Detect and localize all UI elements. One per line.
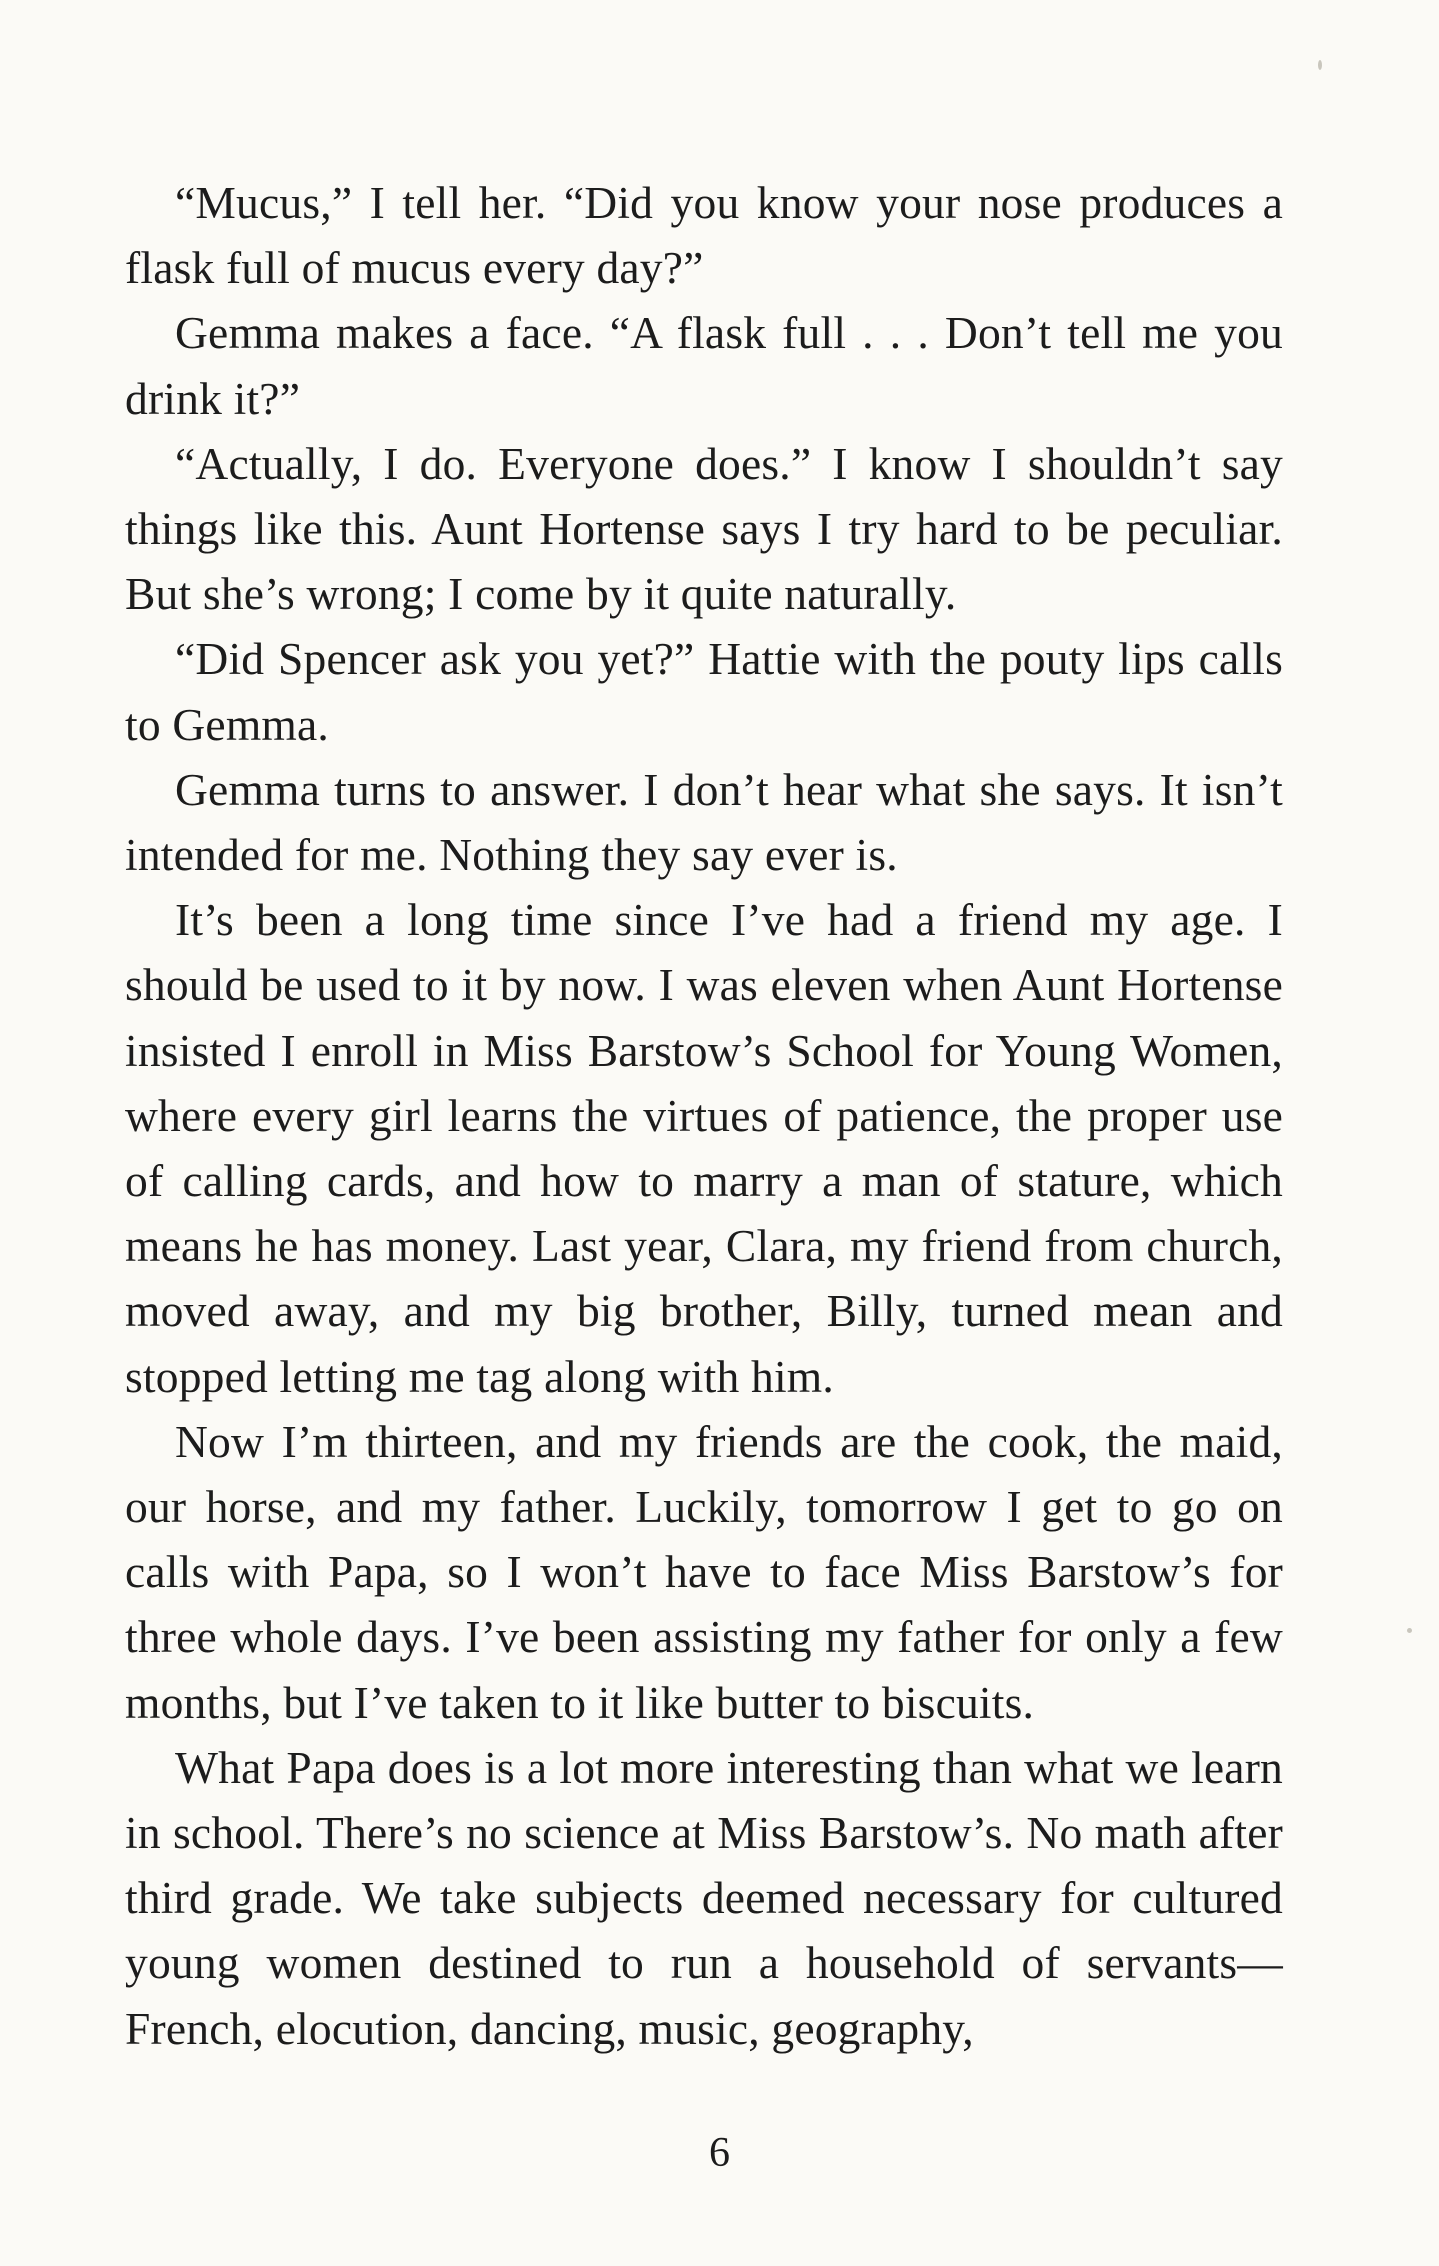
paragraph: “Mucus,” I tell her. “Did you know your nose produces a flask full of mucus every day?”	[125, 177, 1283, 294]
paragraph: “Did Spencer ask you yet?” Hattie with the pouty lips calls to Gemma.	[125, 633, 1283, 750]
paper-speck	[1407, 1628, 1412, 1633]
paragraph: What Papa does is a lot more interesting than what we learn in school. There’s no science at Miss Barstow’s. No math after third grade. We take subjects deemed necessary for cultured young women destined to run a household of servants—French, elocution, dancing, music, geography,	[125, 1741, 1283, 2054]
paper-speck	[1318, 60, 1322, 70]
body-text	[125, 170, 1283, 2061]
page-number: 6	[709, 2130, 730, 2176]
paragraph: Gemma turns to answer. I don’t hear what she says. It isn’t intended for me. Nothing they say ever is.	[125, 763, 1283, 881]
paragraph: Gemma makes a face. “A flask full . . . Don’t tell me you drink it?”	[125, 307, 1283, 424]
paragraph: Now I’m thirteen, and my friends are the cook, the maid, our horse, and my father. Luckily, tomorrow I get to go on calls with Papa, so I won’t have to face Miss Barstow’s for three whole days. I’ve been assisting my father for only a few months, but I’ve taken to it like butter to biscuits.	[125, 1415, 1283, 1728]
paragraph: “Actually, I do. Everyone does.” I know I shouldn’t say things like this. Aunt Hortense says I try hard to be peculiar. But she’s wrong; I come by it quite naturally.	[125, 437, 1283, 620]
paragraph: It’s been a long time since I’ve had a friend my age. I should be used to it by now. I was eleven when Aunt Hortense insisted I enroll in Miss Barstow’s School for Young Women, where every girl learns the virtues of patience, the proper use of calling cards, and how to marry a man of stature, which means he has money. Last year, Clara, my friend from church, moved away, and my big brother, Billy, turned mean and stopped letting me tag along with him.	[125, 894, 1283, 1402]
